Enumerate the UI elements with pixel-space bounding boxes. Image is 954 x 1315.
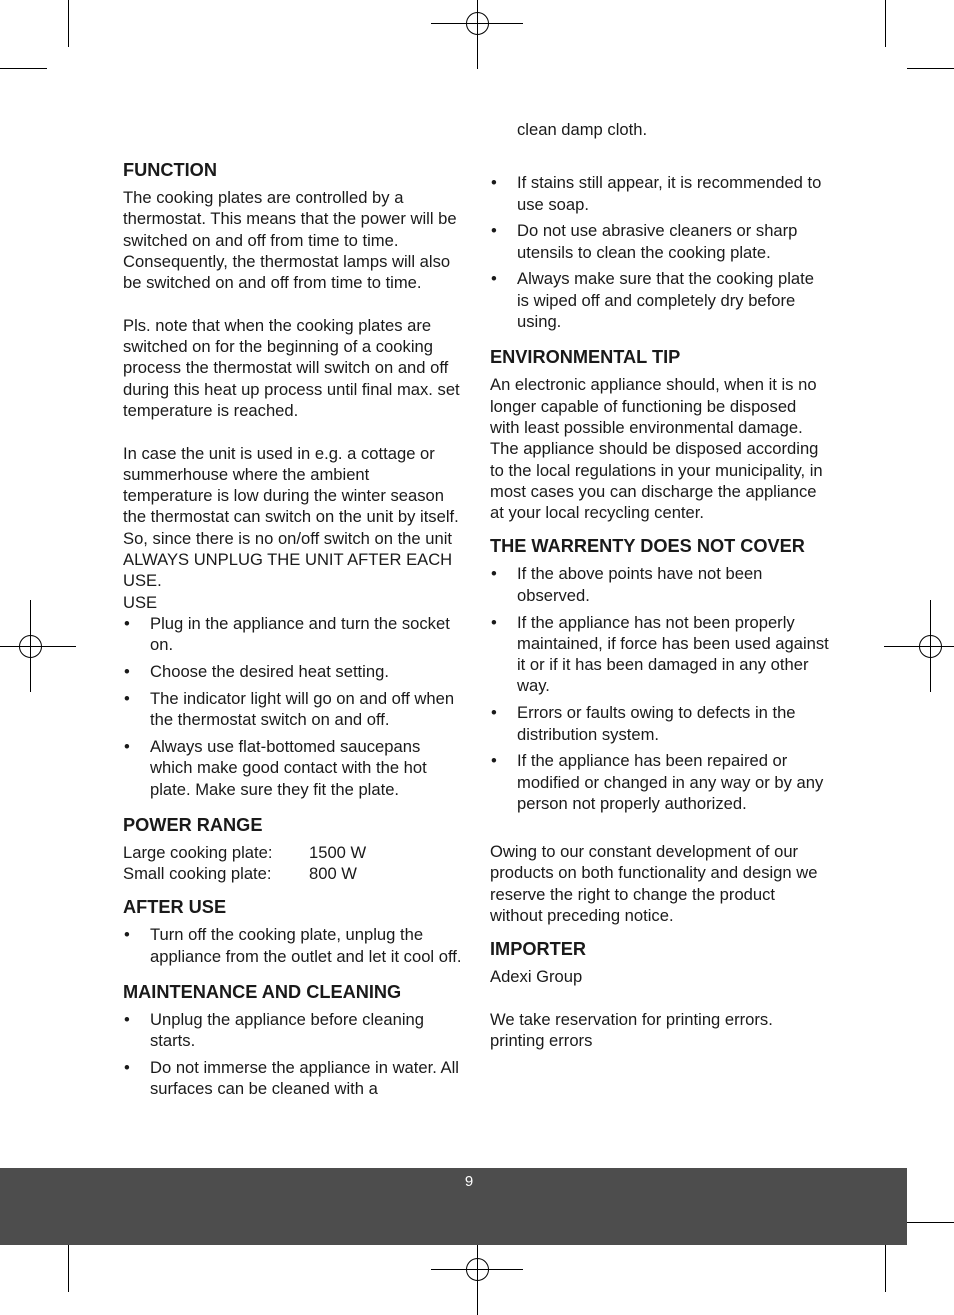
environmental-text: An electronic appliance should, when it is no longer capable of functioning be disposed with least possible environmental damage. The appliance should be disposed according to the local regulations in your municipality, in most cases you can discharge the appliance at your local recycling center.	[490, 375, 823, 523]
power-value: 800 W	[309, 864, 357, 884]
use-label: USE	[123, 592, 158, 612]
list-item: • Unplug the appliance before cleaning starts.	[123, 1009, 463, 1052]
maintenance-list	[123, 1009, 463, 1100]
warranty-notice: Owing to our constant development of our products on both functionality and design we reserve the right to change the product without preceding notice.	[490, 842, 818, 925]
use-list	[123, 613, 463, 800]
environmental-heading: ENVIRONMENTAL TIP	[490, 347, 681, 368]
list-item: • If the appliance has been repaired or modified or changed in any way or by any person not properly authorized.	[490, 750, 830, 814]
power-value: 1500 W	[309, 842, 367, 862]
crop-mark	[0, 68, 47, 69]
power-label: Small cooking plate:	[123, 864, 272, 884]
crop-mark	[68, 1245, 69, 1292]
list-item: • If stains still appear, it is recommended to use soap.	[490, 172, 830, 215]
function-paragraph-3: In case the unit is used in e.g. a cottage or summerhouse where the ambient temperature is low during the winter season the thermostat can switch on the unit by itself. So, since there is no on/off switch on the unit ALWAYS UNPLUG THE UNIT AFTER EACH USE.	[123, 443, 459, 591]
list-item: • Turn off the cooking plate, unplug the appliance from the outlet and let it cool off.	[123, 924, 463, 967]
list-item: • Do not immerse the appliance in water. All surfaces can be cleaned with a	[123, 1057, 463, 1100]
page-number: 9	[464, 1173, 474, 1190]
warranty-heading: THE WARRENTY DOES NOT COVER	[490, 536, 805, 557]
registration-mark-top	[431, 0, 523, 69]
importer-heading: IMPORTER	[490, 939, 586, 960]
power-label: Large cooking plate:	[123, 842, 273, 862]
after-use-heading: AFTER USE	[123, 897, 227, 918]
function-heading: FUNCTION	[123, 160, 217, 180]
importer-name: Adexi Group	[490, 967, 583, 987]
list-item: • The indicator light will go on and off when the thermostat switch on and off.	[123, 688, 463, 731]
power-range-heading: POWER RANGE	[123, 814, 263, 835]
power-row	[123, 863, 463, 884]
power-row	[123, 842, 463, 863]
list-item: • Errors or faults owing to defects in the distribution system.	[490, 702, 830, 745]
list-item: • Choose the desired heat setting.	[123, 661, 463, 682]
function-paragraph-1: The cooking plates are controlled by a thermostat. This means that the power will be switched on and off from time to time. Consequently, the thermostat lamps will also be switched on and off from time to time.	[123, 188, 457, 293]
importer-note: We take reservation for printing errors.	[490, 1009, 773, 1029]
list-item: • Always make sure that the cooking plate is wiped off and completely dry before using.	[490, 268, 830, 332]
list-item: • Always use flat-bottomed saucepans which make good contact with the hot plate. Make sure they fit the plate.	[123, 736, 463, 800]
list-item: • Plug in the appliance and turn the socket on.	[123, 613, 463, 656]
left-column	[123, 159, 463, 1105]
crop-mark	[68, 0, 69, 47]
crop-mark	[885, 0, 886, 47]
list-item: • If the above points have not been observed.	[490, 563, 830, 606]
crop-mark	[885, 1245, 886, 1292]
warranty-list	[490, 563, 830, 814]
maintenance-continued: clean damp cloth.	[517, 120, 648, 139]
registration-mark-left	[0, 600, 76, 692]
list-item: • If the appliance has not been properly maintained, if force has been used against it or if it has been damaged in any other way.	[490, 612, 830, 697]
crop-mark	[907, 1222, 954, 1223]
maintenance-list-continued	[490, 172, 830, 332]
list-item: • Do not use abrasive cleaners or sharp utensils to clean the cooking plate.	[490, 220, 830, 263]
crop-mark	[907, 68, 954, 69]
importer-note-2: printing errors	[490, 1031, 593, 1051]
registration-mark-right	[884, 600, 954, 692]
after-use-list	[123, 924, 463, 967]
right-column	[490, 119, 830, 1051]
function-paragraph-2: Pls. note that when the cooking plates are switched on for the beginning of a cooking process the thermostat will switch on and off during this heat up process until final max. set temperature is reached.	[123, 315, 460, 420]
maintenance-heading: MAINTENANCE AND CLEANING	[123, 982, 402, 1002]
